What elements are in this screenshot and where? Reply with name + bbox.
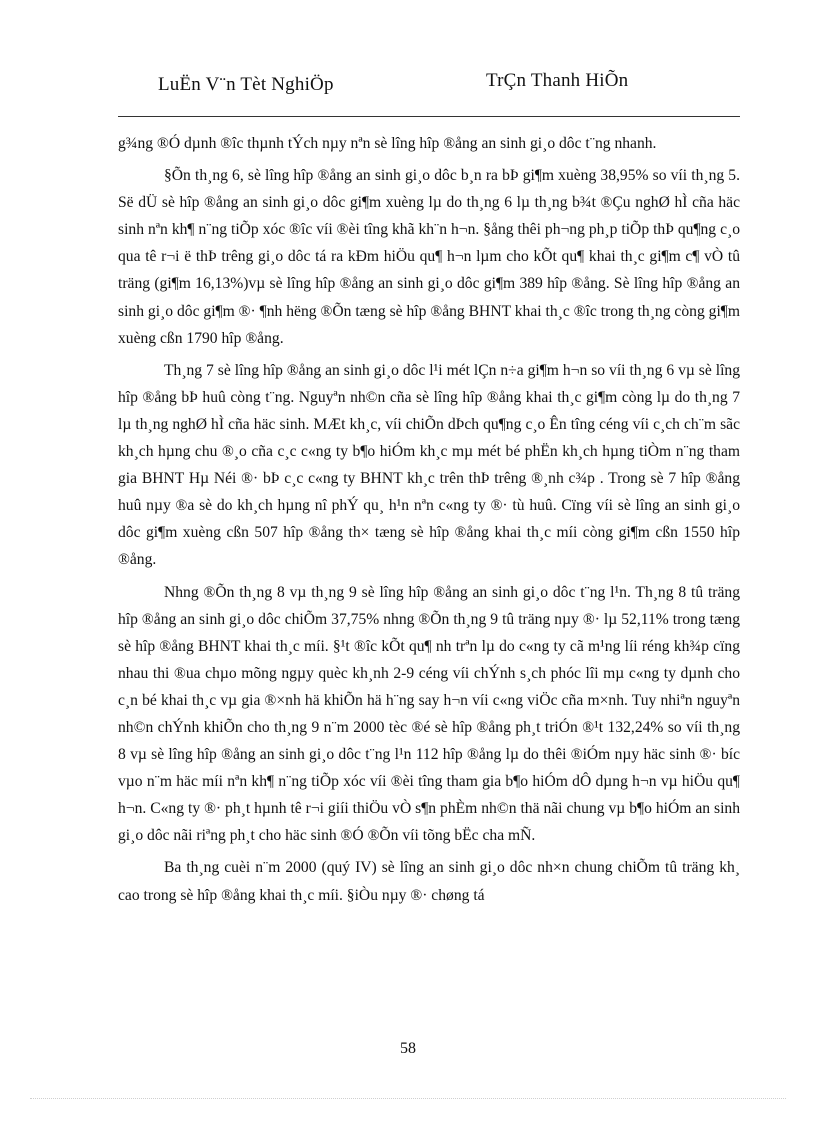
paragraph-3: Th¸ng 7 sè lîng hîp ®ång an sinh gi¸o dôc l¹i mét lÇn n÷a gi¶m h¬n so víi th¸ng 6 vµ sè lîng hîp ®ång bÞ huû còng t¨ng. Nguyªn nh©n cña sè lîng hîp ®ång khai th¸c gi¶m còng lµ do th¸ng 7 lµ th¸ng nghØ hÌ cña häc sinh. MÆt kh¸c, víi chiÕn dÞch qu¶ng c¸o Ên tîng céng víi c¸ch ch¨m sãc kh¸ch hµng chu ®¸o cña c¸c c«ng ty b¶o hiÓm kh¸c mµ mét bé phËn kh¸ch hµng tiÒm n¨ng tham gia BHNT Hµ Néi ®· bÞ c¸c c«ng ty BHNT kh¸c trên thÞ trêng ®¸nh c¾p . Trong sè 7 hîp ®ång huû nµy ®a sè do kh¸ch hµng nî phÝ qu¸ h¹n nªn c«ng ty ®· tù huû. Cïng víi sè lîng an sinh gi¸o dôc gi¶m xuèng cßn 507 hîp ®ång th× tæng sè hîp ®ång khai th¸c míi còng gi¶m cßn 1550 hîp ®ång.	[118, 361, 740, 569]
paragraph-4: Nhng ®Õn th¸ng 8 vµ th¸ng 9 sè lîng hîp ®ång an sinh gi¸o dôc t¨ng l¹n. Th¸ng 8 tû träng hîp ®ång an sinh gi¸o dôc chiÕm 37,75% nhng ®Õn th¸ng 9 tû träng nµy ®· lµ 52,11% trong tæng sè hîp ®ång BHNT khai th¸c míi. §¹t ®îc kÕt qu¶ nh trªn lµ do c«ng ty cã m¹ng líi réng kh¾p cïng nhau thi ®ua chµo mõng ngµy quèc kh¸nh 2-9 céng víi chÝnh s¸ch phóc lîi mµ c«ng ty dµnh cho c¸n bé khai th¸c vµ gia ®×nh hä khiÕn hä h¨ng say h¬n víi c«ng viÖc cña m×nh. Tuy nhiªn nguyªn nh©n chÝnh khiÕn cho th¸ng 9 n¨m 2000 tèc ®é sè hîp ®ång ph¸t triÓn ®¹t 132,24% so víi th¸ng 8 vµ sè lîng hîp ®ång an sinh gi¸o dôc t¨ng l¹n 112 hîp ®ång lµ do thêi ®iÓm nµy häc sinh ®· bíc vµo n¨m häc míi nªn kh¶ n¨ng tiÕp xóc víi ®èi tîng tham gia b¶o hiÓm dÔ dµng h¬n vµ hiÖu qu¶ h¬n. C«ng ty ®· ph¸t hµnh tê r¬i giíi thiÖu vÒ s¶n phÈm nh©n thä nãi chung vµ b¶o hiÓm an sinh gi¸o dôc nãi riªng ph¸t cho häc sinh ®Ó ®Õn víi tõng bËc cha mÑ.	[118, 583, 740, 845]
page-header	[118, 70, 740, 102]
header-divider	[118, 116, 740, 117]
page-number: 58	[400, 1040, 416, 1057]
body-text	[118, 130, 740, 914]
paragraph-1: g¾ng ®Ó dµnh ®îc thµnh tÝch nµy nªn sè lîng hîp ®ång an sinh gi¸o dôc t¨ng nhanh.	[118, 135, 657, 152]
page-bottom-border	[30, 1098, 786, 1099]
author-name: TrÇn Thanh HiÕn	[486, 70, 629, 91]
paragraph-5: Ba th¸ng cuèi n¨m 2000 (quý IV) sè lîng an sinh gi¸o dôc nh×n chung chiÕm tû träng kh¸ cao trong sè hîp ®ång khai th¸c míi. §iÒu nµy ®· chøng tá	[118, 859, 740, 904]
thesis-title: LuËn V¨n Tèt NghiÖp	[158, 74, 334, 95]
paragraph-2: §Õn th¸ng 6, sè lîng hîp ®ång an sinh gi¸o dôc b¸n ra bÞ gi¶m xuèng 38,95% so víi th¸ng 5. Së dÜ sè hîp ®ång an sinh gi¸o dôc gi¶m xuèng lµ do th¸ng 6 lµ th¸ng b¾t ®Çu nghØ hÌ cña häc sinh nªn kh¶ n¨ng tiÕp xóc ®îc víi ®èi tîng khã kh¨n h¬n. §ång thêi ph¬ng ph¸p tiÕp thÞ qu¶ng c¸o qua tê r¬i ë thÞ trêng gi¸o dôc tá ra kÐm hiÖu qu¶ h¬n lµm cho kÕt qu¶ khai th¸c gi¶m c¶ vÒ tû träng (gi¶m 16,13%)vµ sè lîng hîp ®ång an sinh gi¸o dôc gi¶m 389 hîp ®ång. Sè lîng hîp ®ång an sinh gi¸o dôc gi¶m ®· ¶nh hëng ®Õn tæng sè hîp ®ång BHNT khai th¸c ®îc trong th¸ng còng gi¶m xuèng cßn 1790 hîp ®ång.	[118, 167, 740, 347]
